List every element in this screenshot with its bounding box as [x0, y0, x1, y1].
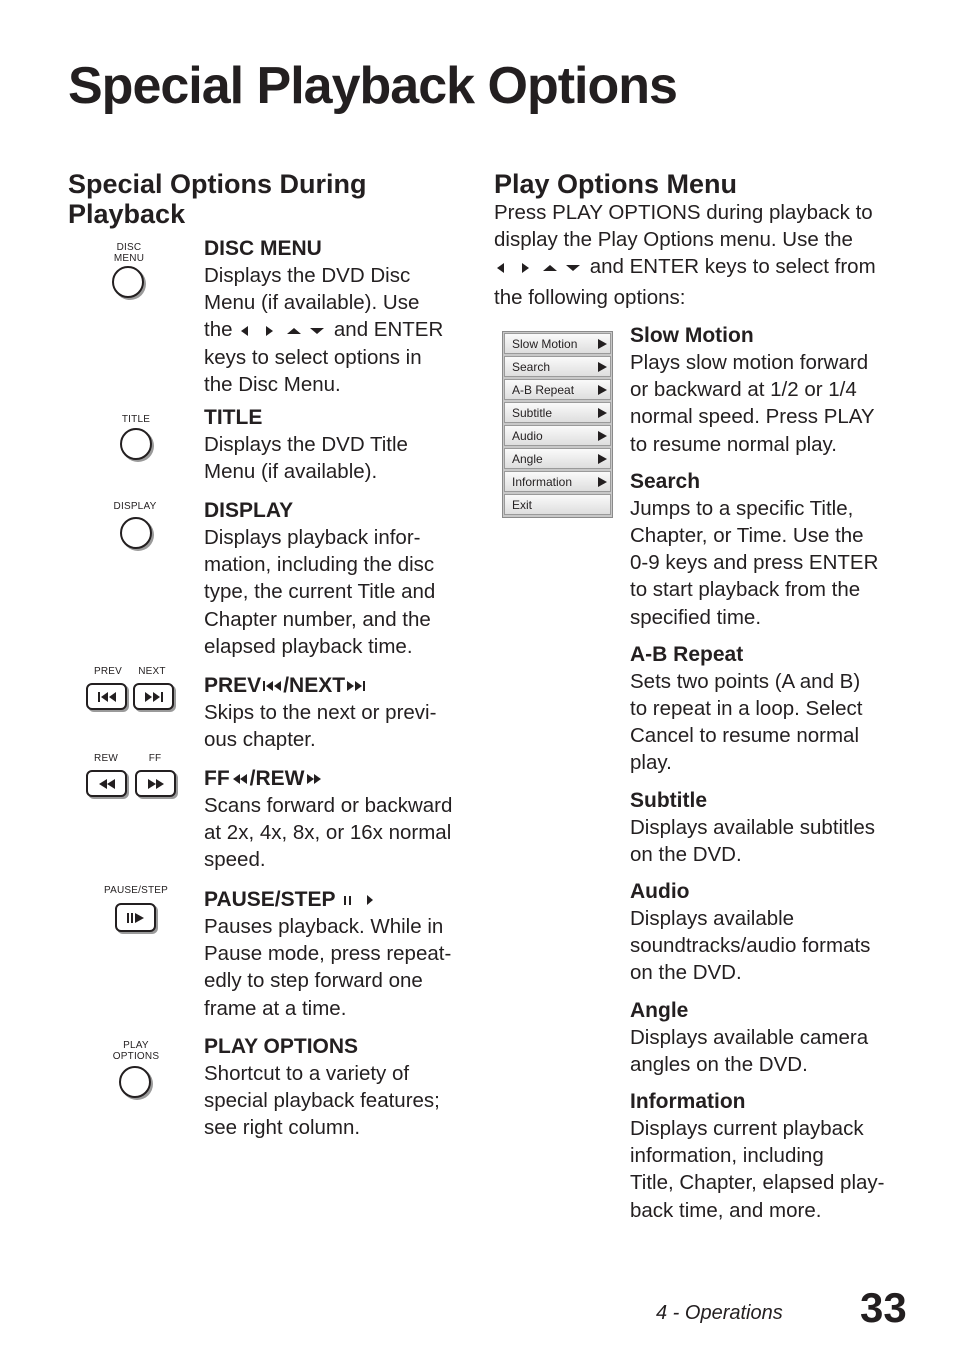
- option-line: to resume normal play.: [630, 432, 837, 456]
- option-title: Subtitle: [630, 788, 707, 812]
- menu-item-label: Angle: [512, 451, 543, 466]
- rew-title-text: /REW: [249, 767, 305, 790]
- skip-forward-icon: [346, 679, 366, 693]
- disc-menu-line-arrows: [204, 316, 474, 343]
- ff-button-label: FF: [148, 753, 162, 764]
- menu-item: [504, 333, 611, 354]
- disc-menu-line: the Disc Menu.: [204, 372, 341, 396]
- disc-menu-label-line2: MENU: [113, 253, 145, 264]
- option-block: [630, 1088, 920, 1224]
- play-options-line: see right column.: [204, 1116, 361, 1140]
- menu-item-label: Slow Motion: [512, 336, 578, 351]
- disc-menu-title: DISC MENU: [204, 237, 322, 260]
- left-heading: [68, 169, 367, 229]
- rewind-icon: [231, 772, 249, 786]
- display-line: Displays playback infor-: [204, 526, 421, 549]
- option-title: Angle: [630, 998, 689, 1022]
- intro-line: Press PLAY OPTIONS during playback to: [494, 201, 873, 224]
- next-button-label: NEXT: [138, 666, 166, 677]
- play-options-label-line1: PLAY: [123, 1040, 149, 1051]
- rewind-icon: [98, 778, 116, 790]
- option-line: Displays available camera: [630, 1025, 869, 1049]
- disc-menu-line: Displays the DVD Disc: [204, 264, 411, 287]
- down-arrow-icon: [310, 328, 324, 334]
- disc-menu-description: [204, 262, 474, 398]
- down-arrow-icon: [566, 265, 580, 271]
- option-line: Displays available: [630, 907, 795, 931]
- pause-step-title: [204, 886, 379, 913]
- disc-menu-line-end: and ENTER: [333, 318, 444, 342]
- option-block: [630, 787, 920, 868]
- submenu-arrow-icon: [598, 408, 607, 418]
- arrow-keys-icon: [238, 324, 328, 338]
- option-title: A-B Repeat: [630, 642, 744, 666]
- display-button-icon: [120, 517, 152, 549]
- disc-menu-button-icon: [112, 266, 144, 298]
- right-intro: [494, 199, 914, 312]
- display-description: [204, 524, 474, 660]
- pause-step-button-icon: [115, 903, 156, 932]
- prev-next-line: ous chapter.: [204, 728, 316, 752]
- intro-line-end: and ENTER keys to select from: [589, 255, 876, 279]
- ff-rew-line: speed.: [204, 848, 266, 872]
- title-item-description: [204, 431, 474, 485]
- ff-title-text: FF: [204, 767, 230, 790]
- option-block: [630, 468, 920, 631]
- fast-forward-icon: [305, 772, 323, 786]
- play-options-line: Shortcut to a variety of: [204, 1062, 410, 1085]
- option-line: Title, Chapter, elapsed play-: [630, 1171, 885, 1195]
- submenu-arrow-icon: [598, 454, 607, 464]
- option-line: information, including: [630, 1144, 824, 1168]
- menu-item: [504, 494, 611, 515]
- option-line: specified time.: [630, 605, 762, 629]
- ff-rew-title: [204, 765, 323, 792]
- play-options-description: [204, 1060, 474, 1142]
- ff-rew-description: [204, 792, 474, 874]
- intro-line: the following options:: [494, 286, 686, 310]
- pause-play-icon: [341, 893, 379, 907]
- up-arrow-icon: [543, 265, 557, 271]
- arrow-keys-icon: [494, 261, 584, 275]
- option-line: normal speed. Press PLAY: [630, 405, 875, 429]
- ff-rew-line: at 2x, 4x, 8x, or 16x normal: [204, 821, 452, 845]
- option-block: [630, 322, 920, 458]
- menu-item-label: Search: [512, 359, 551, 374]
- left-arrow-icon: [241, 326, 248, 336]
- option-block: [630, 641, 920, 777]
- page-title: Special Playback Options: [68, 57, 677, 115]
- rew-button-icon: [86, 770, 127, 797]
- pause-step-description: [204, 913, 474, 1022]
- play-options-button-label: [106, 1040, 166, 1062]
- left-heading-line2: Playback: [68, 199, 186, 229]
- display-line: elapsed playback time.: [204, 634, 413, 658]
- play-options-menu: [502, 331, 613, 518]
- display-line: Chapter number, and the: [204, 607, 431, 631]
- next-button-icon: [133, 683, 174, 710]
- menu-item-label: A-B Repeat: [512, 382, 575, 397]
- pause-step-line: Pauses playback. While in: [204, 915, 444, 938]
- option-line: Plays slow motion forward: [630, 351, 869, 374]
- display-line: type, the current Title and: [204, 580, 436, 604]
- right-arrow-icon: [266, 326, 273, 336]
- option-title: Audio: [630, 880, 690, 904]
- menu-item: [504, 356, 611, 377]
- title-item-title: TITLE: [204, 406, 263, 429]
- option-line: to start playback from the: [630, 578, 861, 602]
- display-line: mation, including the disc: [204, 553, 435, 577]
- ff-rew-line: Scans forward or backward: [204, 794, 453, 817]
- section-label: 4 - Operations: [656, 1302, 783, 1324]
- pause-step-icon: [126, 912, 146, 924]
- display-title: DISPLAY: [204, 499, 294, 522]
- right-heading: Play Options Menu: [494, 169, 738, 199]
- option-line: back time, and more.: [630, 1198, 822, 1222]
- option-line: angles on the DVD.: [630, 1052, 808, 1076]
- rew-button-label: REW: [94, 753, 118, 764]
- pause-step-line: frame at a time.: [204, 996, 347, 1020]
- title-button-label: TITLE: [121, 414, 151, 425]
- option-block: [630, 997, 920, 1078]
- prev-button-icon: [86, 683, 127, 710]
- option-line: Chapter, or Time. Use the: [630, 524, 864, 548]
- menu-item: [504, 379, 611, 400]
- menu-item: [504, 471, 611, 492]
- submenu-arrow-icon: [598, 385, 607, 395]
- ff-button-icon: [135, 770, 176, 797]
- title-button-icon: [120, 428, 152, 460]
- menu-item-label: Audio: [512, 428, 543, 443]
- submenu-arrow-icon: [598, 431, 607, 441]
- intro-line-arrows: [494, 253, 914, 284]
- next-title-text: /NEXT: [283, 674, 346, 697]
- menu-item: [504, 425, 611, 446]
- disc-menu-button-label: [104, 242, 154, 264]
- skip-back-icon: [97, 691, 117, 703]
- display-button-label: DISPLAY: [113, 501, 157, 512]
- disc-menu-line: Menu (if available). Use: [204, 291, 420, 315]
- skip-forward-icon: [144, 691, 164, 703]
- option-title: Search: [630, 469, 701, 493]
- page-number: 33: [860, 1284, 907, 1331]
- pause-step-title-text: PAUSE/STEP: [204, 888, 336, 911]
- submenu-arrow-icon: [598, 477, 607, 487]
- intro-line: display the Play Options menu. Use the: [494, 228, 853, 252]
- option-line: Sets two points (A and B): [630, 669, 861, 693]
- pause-step-line: edly to step forward one: [204, 969, 423, 993]
- submenu-arrow-icon: [598, 339, 607, 349]
- disc-menu-label-line1: DISC: [116, 242, 142, 253]
- option-title: Information: [630, 1090, 746, 1114]
- option-line: Displays available subtitles: [630, 815, 875, 839]
- prev-next-line: Skips to the next or previ-: [204, 701, 437, 724]
- option-line: to repeat in a loop. Select: [630, 697, 863, 721]
- menu-item: [504, 402, 611, 423]
- option-line: 0-9 keys and press ENTER: [630, 551, 879, 575]
- option-line: Cancel to resume normal: [630, 724, 860, 748]
- option-line: play.: [630, 751, 672, 775]
- play-options-title: PLAY OPTIONS: [204, 1035, 359, 1058]
- prev-next-description: [204, 699, 474, 753]
- title-item-line: Menu (if available).: [204, 460, 378, 484]
- option-line: Displays current playback: [630, 1117, 864, 1141]
- menu-item: [504, 448, 611, 469]
- menu-item-label: Subtitle: [512, 405, 553, 420]
- menu-item-label: Information: [512, 474, 573, 489]
- option-block: [630, 878, 920, 987]
- up-arrow-icon: [287, 328, 301, 334]
- skip-back-icon: [262, 679, 282, 693]
- disc-menu-line-start: the: [204, 318, 233, 342]
- play-options-button-icon: [119, 1066, 151, 1098]
- prev-next-title: [204, 672, 366, 699]
- fast-forward-icon: [147, 778, 165, 790]
- option-line: on the DVD.: [630, 961, 742, 985]
- pause-step-line: Pause mode, press repeat-: [204, 942, 452, 966]
- pause-step-button-label: PAUSE/STEP: [103, 885, 169, 896]
- option-title: Slow Motion: [630, 324, 754, 347]
- play-options-line: special playback features;: [204, 1089, 440, 1113]
- option-line: soundtracks/audio formats: [630, 934, 871, 958]
- prev-button-label: PREV: [93, 666, 123, 677]
- prev-title-text: PREV: [204, 674, 262, 697]
- option-line: on the DVD.: [630, 842, 742, 866]
- title-item-line: Displays the DVD Title: [204, 433, 408, 456]
- play-options-label-line2: OPTIONS: [112, 1051, 160, 1062]
- disc-menu-line: keys to select options in: [204, 345, 422, 369]
- option-line: Jumps to a specific Title,: [630, 496, 854, 520]
- submenu-arrow-icon: [598, 362, 607, 372]
- right-arrow-icon: [522, 263, 529, 273]
- left-heading-line1: Special Options During: [68, 169, 367, 199]
- menu-item-label: Exit: [512, 497, 533, 512]
- left-arrow-icon: [497, 263, 504, 273]
- options-list: [630, 322, 920, 1224]
- option-line: or backward at 1/2 or 1/4: [630, 378, 857, 402]
